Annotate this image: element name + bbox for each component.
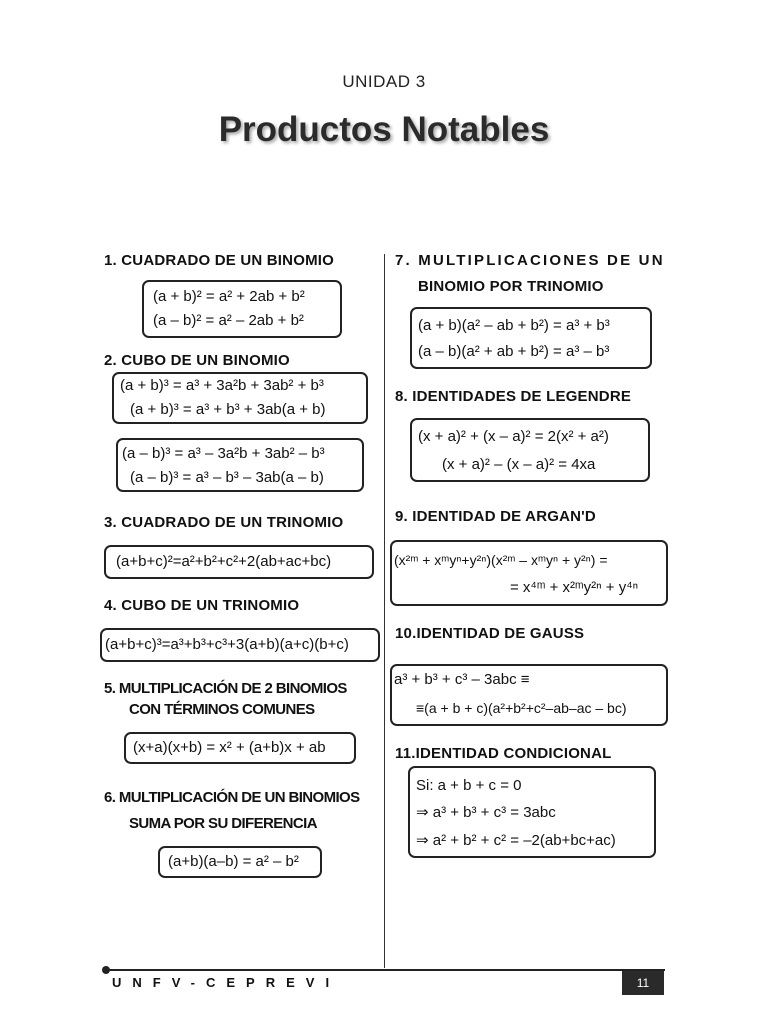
section-2-formula-box-2	[116, 438, 364, 492]
section-4-heading: 4. CUBO DE UN TRINOMIO	[104, 597, 300, 614]
section-10-formula-box	[390, 664, 668, 726]
formula-line: a³ + b³ + c³ – 3abc ≡	[394, 671, 530, 688]
section-5-formula-box	[124, 732, 356, 764]
section-5-heading: 5. MULTIPLICACIÓN DE 2 BINOMIOS	[104, 680, 347, 697]
formula-line: ⇒ a² + b² + c² = –2(ab+bc+ac)	[416, 832, 616, 849]
section-2-formula-box-1	[112, 372, 368, 424]
section-7-heading: 7. MULTIPLICACIONES DE UN	[395, 252, 665, 269]
footer-rule	[105, 969, 665, 971]
formula-line: (a+b+c)²=a²+b²+c²+2(ab+ac+bc)	[116, 553, 332, 570]
formula-line: (a – b)³ = a³ – b³ – 3ab(a – b)	[130, 469, 324, 486]
formula-line: (x + a)² – (x – a)² = 4xa	[442, 456, 596, 473]
section-9-formula-box	[390, 540, 668, 606]
formula-line: (a – b)³ = a³ – 3a²b + 3ab² – b³	[122, 445, 325, 462]
page-number: 11	[622, 971, 664, 995]
section-7-heading-cont: BINOMIO POR TRINOMIO	[418, 278, 604, 295]
section-6-formula-box	[158, 846, 322, 878]
section-1-formula-box	[142, 280, 342, 338]
formula-line: (x²ᵐ + xᵐyⁿ+y²ⁿ)(x²ᵐ – xᵐyⁿ + y²ⁿ) =	[394, 552, 608, 568]
section-1-heading: 1. CUADRADO DE UN BINOMIO	[104, 252, 335, 269]
formula-line: (a + b)³ = a³ + 3a²b + 3ab² + b³	[120, 377, 324, 394]
unit-label: UNIDAD 3	[342, 72, 426, 91]
column-divider	[384, 254, 385, 968]
formula-line: ≡(a + b + c)(a²+b²+c²–ab–ac – bc)	[416, 700, 627, 716]
formula-line: (a+b)(a–b) = a² – b²	[168, 853, 299, 870]
section-11-formula-box	[408, 766, 656, 858]
formula-line: (x + a)² + (x – a)² = 2(x² + a²)	[418, 428, 609, 445]
section-9-heading: 9. IDENTIDAD DE ARGAN'D	[395, 508, 596, 525]
section-2-heading: 2. CUBO DE UN BINOMIO	[104, 352, 290, 369]
formula-line: (a + b)(a² – ab + b²) = a³ + b³	[418, 317, 610, 334]
formula-line: (x+a)(x+b) = x² + (a+b)x + ab	[133, 739, 326, 756]
formula-line: ⇒ a³ + b³ + c³ = 3abc	[416, 804, 556, 821]
section-10-heading: 10.IDENTIDAD DE GAUSS	[395, 625, 585, 642]
section-8-formula-box	[410, 418, 650, 482]
section-6-heading: 6. MULTIPLICACIÓN DE UN BINOMIOS	[104, 789, 360, 806]
formula-line: (a + b)² = a² + 2ab + b²	[153, 288, 305, 305]
section-5-heading-cont: CON TÉRMINOS COMUNES	[129, 701, 315, 718]
section-7-formula-box	[410, 307, 652, 369]
page-title: Productos Notables	[218, 110, 550, 149]
section-3-heading: 3. CUADRADO DE UN TRINOMIO	[104, 514, 344, 531]
formula-line: (a – b)² = a² – 2ab + b²	[153, 312, 304, 329]
formula-line: (a+b+c)³=a³+b³+c³+3(a+b)(a+c)(b+c)	[105, 636, 349, 653]
section-4-formula-box	[100, 628, 380, 662]
section-8-heading: 8. IDENTIDADES DE LEGENDRE	[395, 388, 632, 405]
formula-line: Si: a + b + c = 0	[416, 777, 522, 794]
footer-text: UNFV-CEPREVI	[112, 975, 341, 990]
formula-line: = x⁴ᵐ + x²ᵐy²ⁿ + y⁴ⁿ	[510, 579, 639, 596]
formula-line: (a + b)³ = a³ + b³ + 3ab(a + b)	[130, 401, 326, 418]
section-11-heading: 11.IDENTIDAD CONDICIONAL	[395, 745, 612, 762]
formula-line: (a – b)(a² + ab + b²) = a³ – b³	[418, 343, 610, 360]
section-6-heading-cont: SUMA POR SU DIFERENCIA	[129, 815, 317, 832]
section-3-formula-box	[104, 545, 374, 579]
